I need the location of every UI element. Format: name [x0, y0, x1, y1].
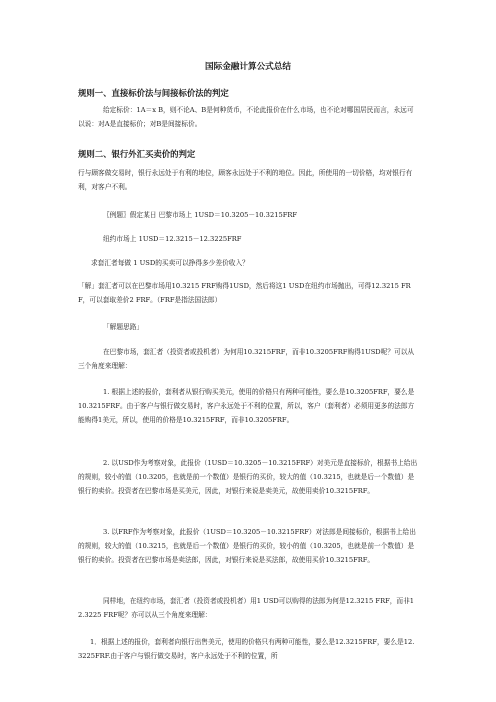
point-3: 3. 以FRF作为考察对象，此报价（1USD＝10.3205－10.3215FRF）对法郎是间接标价，根据书上给出的规则，较大的值（10.3215，也就是后一个数值）是银行的买价，较小的值（10.3205，也就是前一个数值）是银行的卖价。投资者在巴黎市场是卖法郎，因此，对银行来说是买法郎，故使用买价10.3215FRF。	[78, 528, 416, 564]
rule2-body: 行与顾客做交易时，银行永远处于有利的地位，顾客永远处于不利的地位。因此，所使用的一切价格，均对银行有利，对客户不利。	[78, 169, 413, 191]
document-title: 国际金融计算公式总结	[205, 62, 291, 72]
point-1: 1. 根据上述的报价，套利者从银行购买美元，使用的价格只有两种可能性，要么是10.3205FRF，要么是10.3215FRF。由于客户与银行做交易时，客户永远处于不利的位置，所以，客户（套利者）必须用更多的法郎方能购得1美元，所以，使用的价格是10.3215FRF，而非10.3205FRF。	[78, 388, 415, 424]
example-line1: 〖例题〗假定某日 巴黎市场上 1USD＝10.3205－10.3215FRF	[103, 211, 298, 219]
rule1-body: 给定标价：1A＝x B，则不论A、B是何种货币，不论此报价在什么市场，也不论对哪国居民而言，永远可以说：对A是直接标价；对B是间接标价。	[78, 106, 414, 128]
example-question: 求套汇者每做 1 USD的买卖可以挣得多少差价收入？	[91, 259, 249, 267]
rule1-heading: 规则一、直接标价法与间接标价法的判定	[78, 88, 229, 98]
answer-paragraph: 「解」套汇者可以在巴黎市场用10.3215 FRF购得1USD，然后将这1 USD在纽约市场抛出，可得12.3215 FRF，可以套取差价2 FRF。（FRF是指法国法郎）	[78, 282, 411, 304]
point-2: 2. 以USD作为考察对象，此报价（1USD＝10.3205－10.3215FRF）对美元是直接标价，根据书上给出的规则，较小的值（10.3205，也就是前一个数值）是银行的买价，较大的值（10.3215，也就是后一个数值）是银行的卖价。投资者在巴黎市场是买美元，因此，对银行来说是卖美元，故使用卖价10.3215FRF。	[78, 459, 418, 495]
example-line2: 纽约市场上 1USD＝12.3215－12.3225FRF	[103, 235, 242, 243]
newyork-paragraph: 同样地，在纽约市场，套汇者（投资者或投机者）用1 USD可以购得的法郎为何是12.3215 FRF，而非12.3225 FRF呢？亦可以从三个角度来理解：	[78, 597, 415, 619]
idea-label: 「解题思路」	[103, 323, 144, 331]
paris-paragraph: 在巴黎市场，套汇者（投资者或投机者）为何用10.3215FRF，而非10.3205FRF购得1USD呢？可以从三个角度来理解：	[78, 348, 415, 370]
rule2-heading: 规则二、银行外汇买卖价的判定	[78, 149, 196, 159]
point-4: 1．根据上述的报价，套利者向银行出售美元，使用的价格只有两种可能性，要么是12.3215FRF，要么是12.3225FRF.由于客户与银行做交易时，客户永远处于不利的位置，所	[78, 638, 415, 660]
